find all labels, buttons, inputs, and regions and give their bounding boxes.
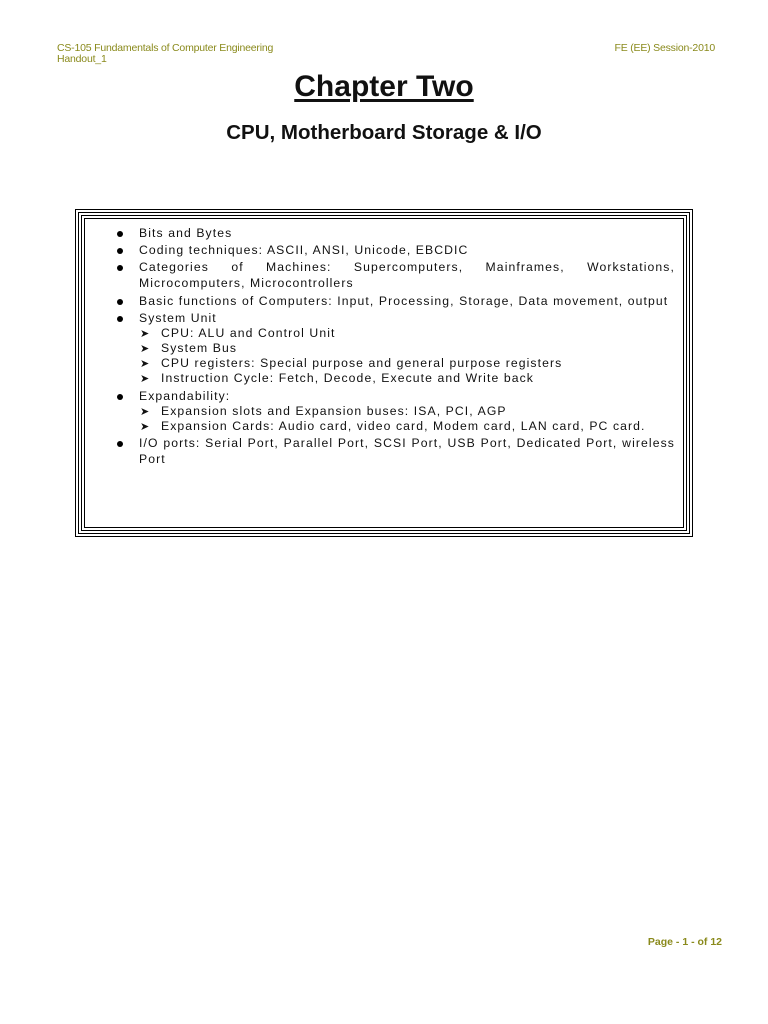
course-title: CS-105 Fundamentals of Computer Engineering (57, 42, 274, 54)
subtopic-item: ➤ CPU: ALU and Control Unit (139, 326, 675, 341)
topic-item (113, 242, 675, 258)
topic-item (113, 435, 675, 467)
topic-text: Expandability: (139, 388, 231, 403)
subtopic-item: ➤ CPU registers: Special purpose and general purpose registers (139, 356, 675, 371)
topic-item (113, 388, 675, 434)
topic-text: Basic functions of Computers: Input, Processing, Storage, Data movement, output (139, 293, 669, 308)
topic-item (113, 293, 675, 309)
topic-text: Coding techniques: ASCII, ANSI, Unicode, EBCDIC (139, 243, 469, 258)
topic-text: Bits and Bytes (139, 226, 233, 240)
subtopic-item: ➤ System Bus (139, 341, 675, 356)
subtopic-item: ➤ Expansion slots and Expansion buses: ISA, PCI, AGP (139, 404, 675, 419)
session-label: FE (EE) Session-2010 (614, 42, 715, 54)
topic-text: System Unit (139, 310, 217, 325)
subtopic-list (139, 404, 675, 434)
topic-text: I/O ports: Serial Port, Parallel Port, SCSI Port, USB Port, Dedicated Port, wireless Port (139, 436, 675, 467)
topic-item (113, 310, 675, 387)
topic-list (113, 225, 675, 469)
subtopic-list (139, 326, 675, 387)
document-header-left (57, 43, 273, 65)
topic-text: Categories of Machines: Supercomputers, Mainframes, Workstations, Microcomputers, Microcontrollers (139, 260, 675, 291)
subtopic-item: ➤ Expansion Cards: Audio card, video card, Modem card, LAN card, PC card. (139, 419, 675, 434)
chapter-title: Chapter Two (294, 70, 474, 103)
topic-item (113, 259, 675, 291)
topics-box (75, 209, 693, 537)
chapter-subtitle: CPU, Motherboard Storage & I/O (226, 121, 542, 144)
topic-item (113, 225, 675, 241)
handout-label: Handout_1 (57, 53, 107, 65)
subtopic-item: ➤ Instruction Cycle: Fetch, Decode, Execute and Write back (139, 371, 675, 386)
page-number: Page - 1 - of 12 (647, 936, 722, 948)
